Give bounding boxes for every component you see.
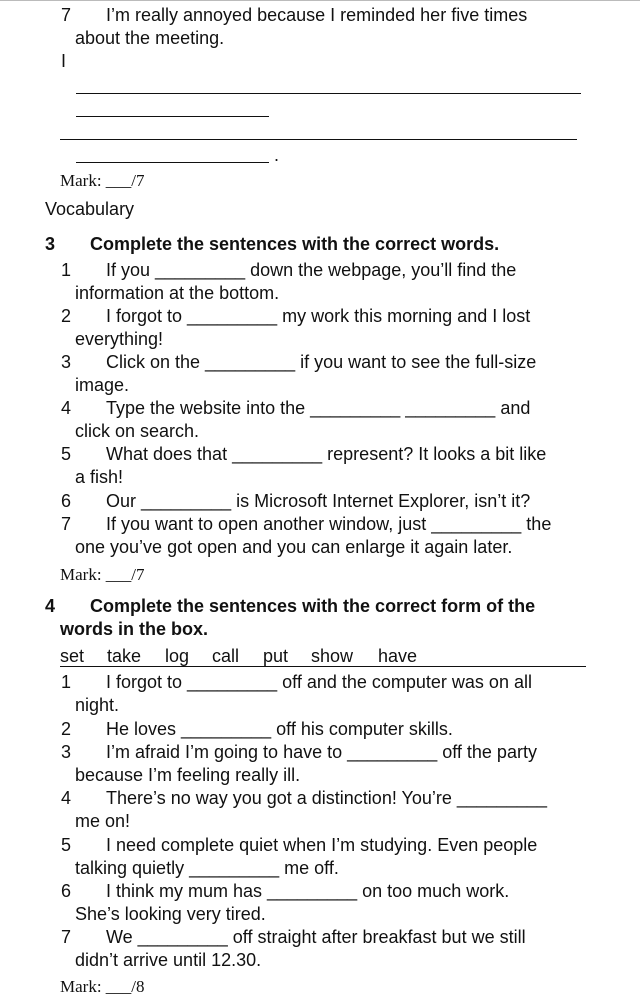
- item-line-1: I’m afraid I’m going to have to _________ off the party: [106, 742, 537, 762]
- item-line-1: He loves _________ off his computer skills.: [106, 719, 453, 739]
- item-line-2: didn’t arrive until 12.30.: [75, 950, 262, 970]
- answer-line-2: [76, 116, 269, 117]
- item-line-1: Type the website into the _________ _________ and: [106, 398, 531, 418]
- question-number: 4: [45, 596, 56, 616]
- item-number: 4: [61, 398, 72, 418]
- item-number: 4: [61, 788, 72, 808]
- item-number: 6: [61, 881, 72, 901]
- item-line-2: image.: [75, 375, 130, 395]
- item-line-2: about the meeting.: [75, 28, 225, 48]
- item-line-2: She’s looking very tired.: [75, 904, 266, 924]
- item-line-2: everything!: [75, 329, 164, 349]
- question-title: Complete the sentences with the correct words.: [90, 234, 500, 254]
- word-box-item: take: [107, 646, 142, 666]
- question-title-line-2: words in the box.: [60, 619, 209, 639]
- item-line-1: I need complete quiet when I’m studying. Even people: [106, 835, 538, 855]
- item-line-2: night.: [75, 695, 120, 715]
- item-line-2: information at the bottom.: [75, 283, 280, 303]
- item-number: 3: [61, 742, 72, 762]
- word-box-item: set: [60, 646, 85, 666]
- answer-line-4: [76, 162, 269, 163]
- item-line-1: Our _________ is Microsoft Internet Explorer, isn’t it?: [106, 491, 531, 511]
- item-number: 3: [61, 352, 72, 372]
- item-line-1: Click on the _________ if you want to see the full-size: [106, 352, 537, 372]
- item-line-1: I think my mum has _________ on too much work.: [106, 881, 510, 901]
- item-line-1: I forgot to _________ off and the computer was on all: [106, 672, 532, 692]
- section-heading-vocabulary: Vocabulary: [45, 199, 135, 219]
- item-line-1: What does that _________ represent? It looks a bit like: [106, 444, 547, 464]
- item-line-1: We _________ off straight after breakfast but we still: [106, 927, 526, 947]
- item-number: 2: [61, 306, 72, 326]
- answer-line-3: [60, 139, 577, 140]
- item-line-1: I forgot to _________ my work this morning and I lost: [106, 306, 531, 326]
- answer-start: I: [61, 51, 67, 71]
- item-number: 5: [61, 444, 72, 464]
- item-number: 7: [61, 5, 72, 25]
- q2-mark: Mark: ___/7: [60, 171, 145, 190]
- item-number: 2: [61, 719, 72, 739]
- top-edge-line: [0, 0, 640, 1]
- word-box-item: log: [165, 646, 190, 666]
- answer-end-dot: .: [274, 145, 280, 165]
- item-number: 5: [61, 835, 72, 855]
- item-line-2: one you’ve got open and you can enlarge it again later.: [75, 537, 513, 557]
- answer-line-1: [76, 93, 581, 94]
- item-line-1: If you _________ down the webpage, you’ll find the: [106, 260, 517, 280]
- word-box-underline: [60, 666, 586, 667]
- question-number: 3: [45, 234, 56, 254]
- q4-mark: Mark: ___/8: [60, 977, 145, 996]
- word-box-item: put: [263, 646, 289, 666]
- question-title-line-1: Complete the sentences with the correct form of the: [90, 596, 536, 616]
- item-number: 7: [61, 514, 72, 534]
- item-line-2: a fish!: [75, 467, 124, 487]
- item-line-1: If you want to open another window, just _________ the: [106, 514, 552, 534]
- item-line-2: talking quietly _________ me off.: [75, 858, 339, 878]
- word-box-item: have: [378, 646, 418, 666]
- item-number: 1: [61, 260, 72, 280]
- item-line-1: I’m really annoyed because I reminded her five times: [106, 5, 528, 25]
- item-line-1: There’s no way you got a distinction! You’re _________: [106, 788, 547, 808]
- word-box-item: call: [212, 646, 240, 666]
- q3-mark: Mark: ___/7: [60, 565, 145, 584]
- item-number: 1: [61, 672, 72, 692]
- item-number: 7: [61, 927, 72, 947]
- word-box-item: show: [311, 646, 354, 666]
- item-number: 6: [61, 491, 72, 511]
- item-line-2: me on!: [75, 811, 131, 831]
- item-line-2: because I’m feeling really ill.: [75, 765, 301, 785]
- item-line-2: click on search.: [75, 421, 200, 441]
